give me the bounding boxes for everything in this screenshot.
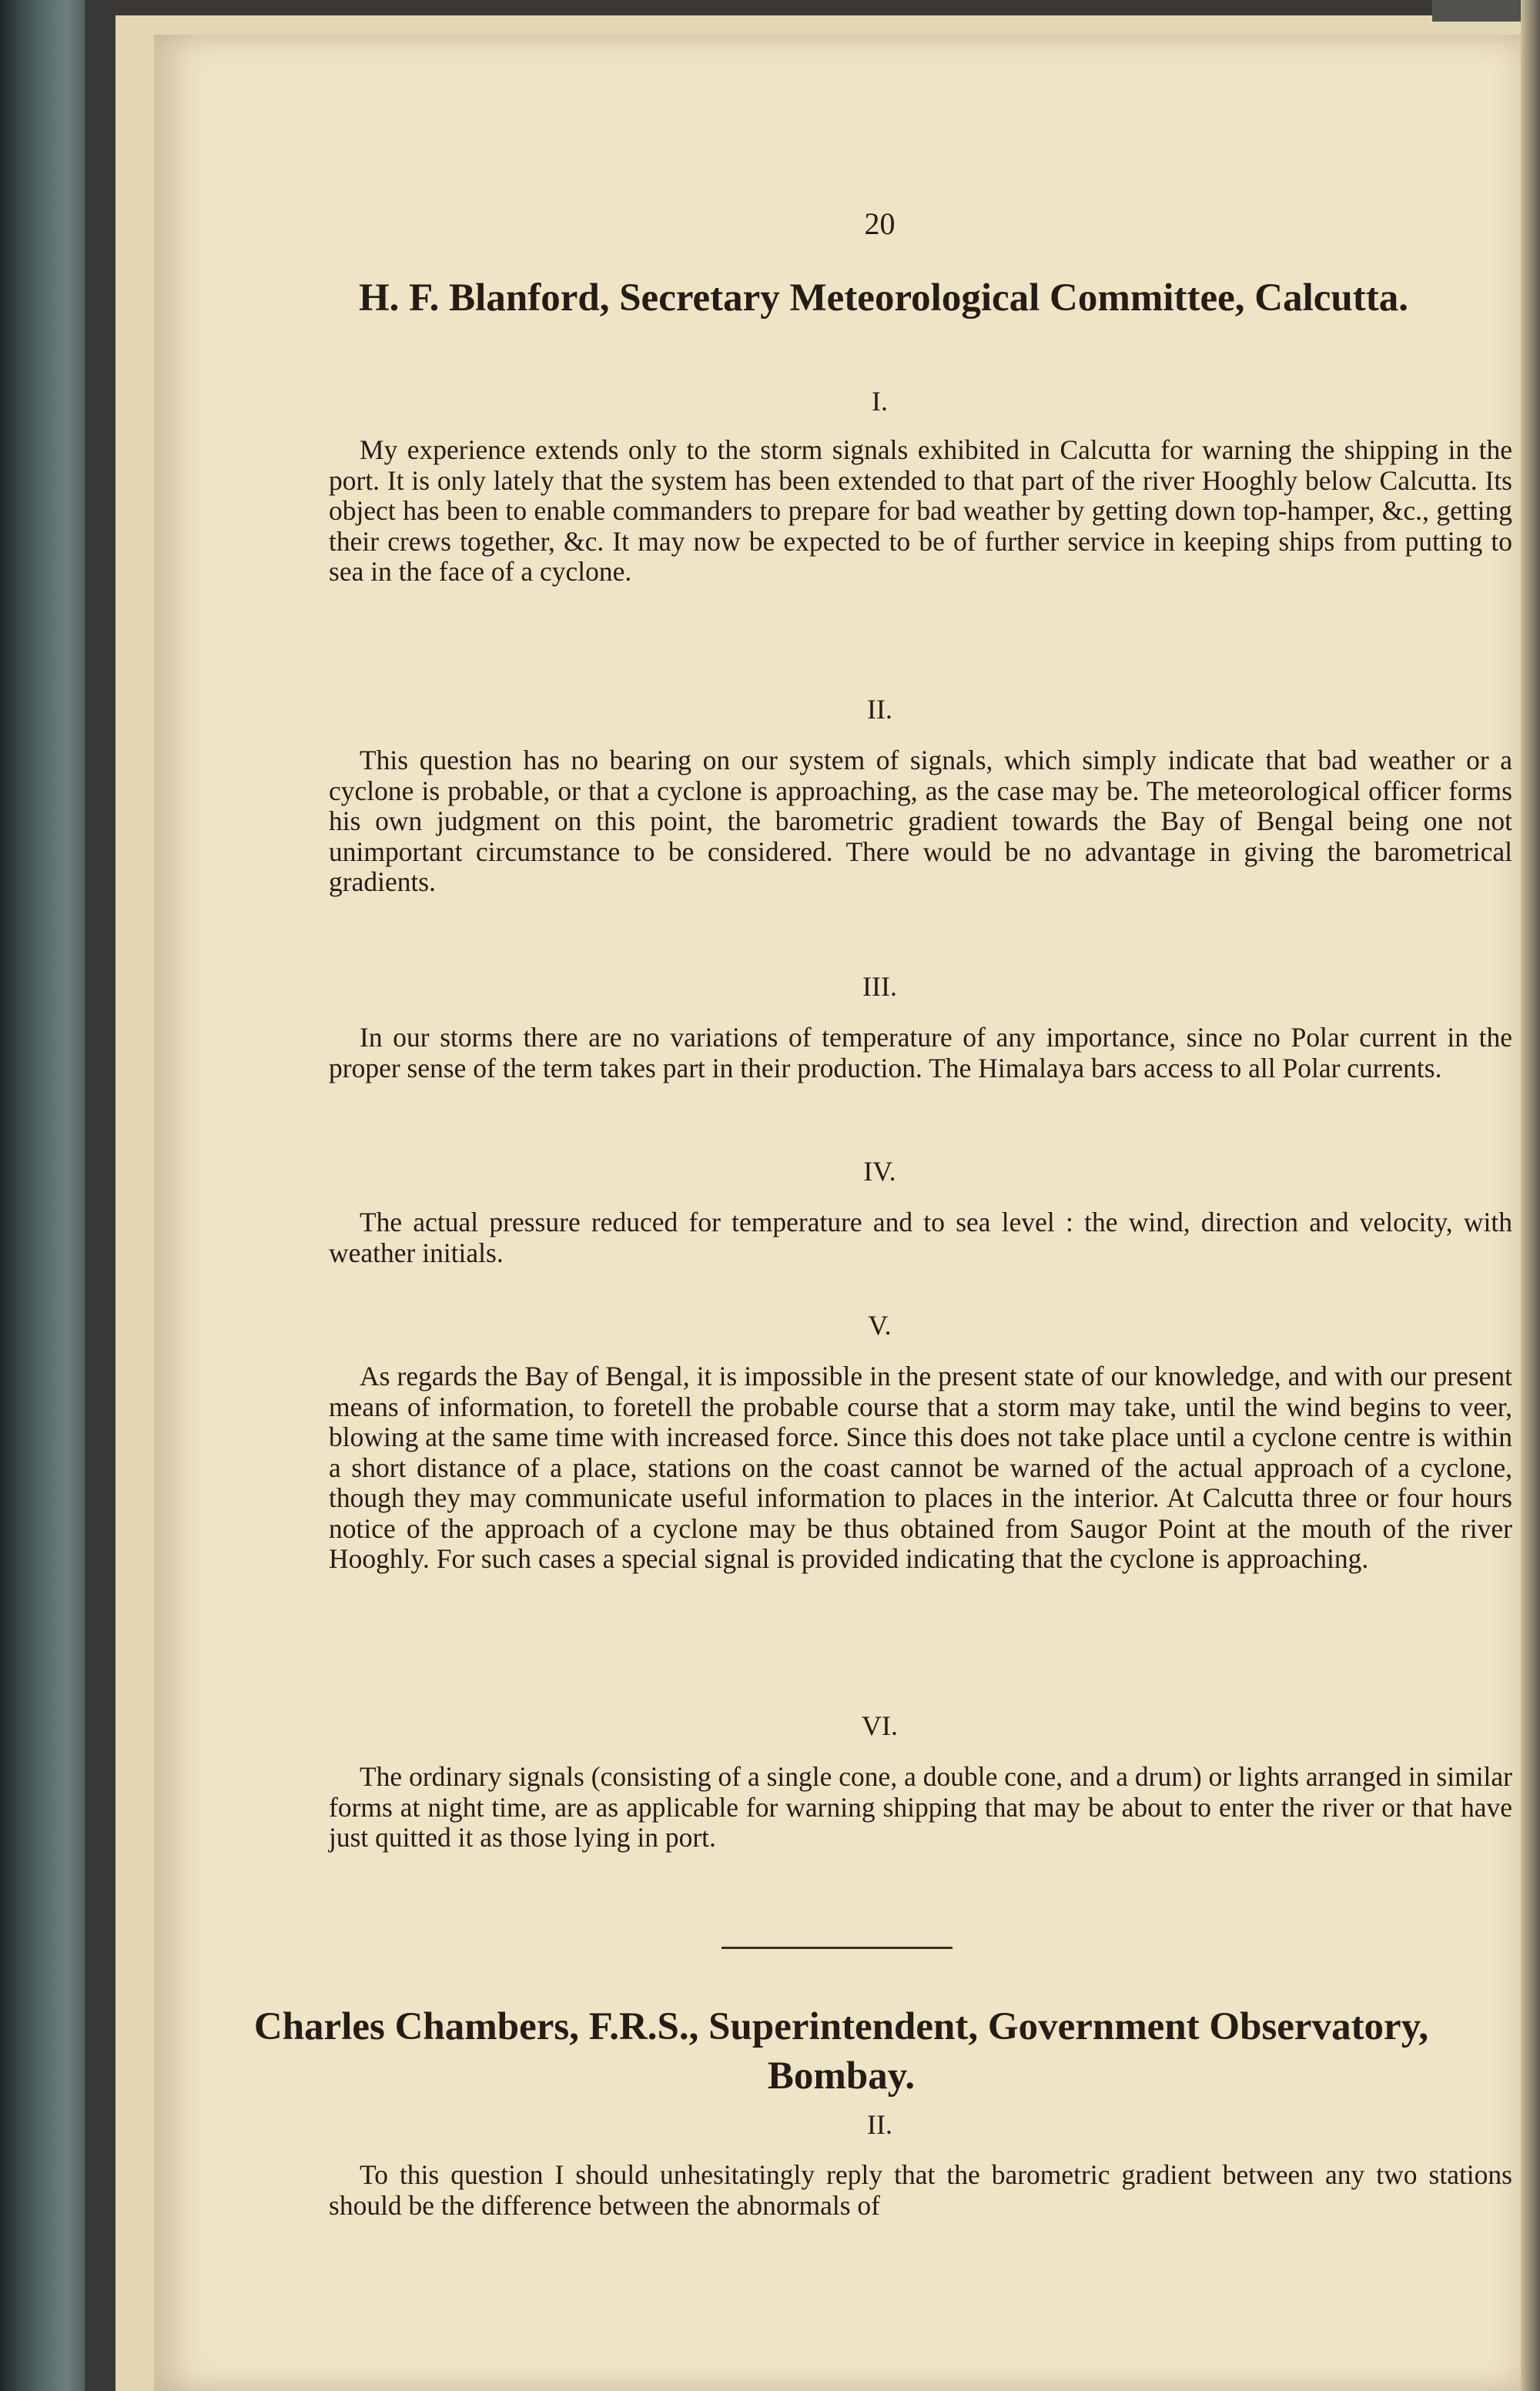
section-divider — [721, 1947, 952, 1949]
answer-number: II. — [867, 694, 892, 725]
document-page — [154, 35, 1528, 2391]
book-binding — [0, 0, 85, 2391]
answer-number: IV. — [863, 1156, 896, 1187]
page-number: 20 — [864, 206, 896, 241]
answer-paragraph: The ordinary signals (consisting of a single cone, a double cone, and a drum) or lights arranged in similar forms at night time, are as applicable for warning shipping that may be about to enter the river or that have just quitted it as those lying in port. — [329, 1761, 1512, 1853]
answer-number: II. — [867, 2109, 892, 2140]
page-edge — [1521, 0, 1540, 2391]
answer-paragraph: To this question I should unhesitatingly reply that the barometric gradient between any two stations should be the difference between the abnormals of — [329, 2159, 1512, 2221]
answer-paragraph: This question has no bearing on our system of signals, which simply indicate that bad weather or a cyclone is probable, or that a cyclone is approaching, as the case may be. The meteorological officer forms his own judgment on this point, the barometric gradient towards the Bay of Bengal being one not unimportant circumstance to be considered. There would be no advantage in giving the barometrical gradients. — [329, 745, 1512, 897]
answer-number: I. — [872, 386, 888, 417]
answer-number: III. — [862, 971, 897, 1002]
section-heading-blanford: H. F. Blanford, Secretary Meteorological Committee, Calcutta. — [359, 276, 1408, 320]
answer-paragraph: In our storms there are no variations of temperature of any importance, since no Polar current in the proper sense of the term takes part in their production. The Himalaya bars access to all Polar currents. — [329, 1022, 1512, 1083]
answer-paragraph: My experience extends only to the storm signals exhibited in Calcutta for warning the shipping in the port. It is only lately that the system has been extended to that part of the river Hooghly below Calcutta. Its object has been to enable commanders to prepare for bad weather by getting down top-hamper, &c., getting their crews together, &c. It may now be expected to be of further service in keeping ships from putting to sea in the face of a cyclone. — [329, 434, 1512, 587]
section-heading-chambers: Charles Chambers, F.R.S., Superintendent, Government Observatory, Bombay. — [253, 2005, 1429, 2098]
answer-paragraph: As regards the Bay of Bengal, it is impossible in the present state of our knowledge, and with our present means of information, to foretell the probable course that a storm may take, until the wind begins to veer, blowing at the same time with increased force. Since this does not take place until a cyclone centre is within a short distance of a place, stations on the coast cannot be warned of the actual approach of a cyclone, though they may communicate useful information to places in the interior. At Calcutta three or four hours notice of the approach of a cyclone may be thus obtained from Saugor Point at the mouth of the river Hooghly. For such cases a special signal is provided indicating that the cyclone is approaching. — [329, 1361, 1512, 1574]
answer-paragraph: The actual pressure reduced for temperature and to sea level : the wind, direction and velocity, with weather initials. — [329, 1207, 1512, 1268]
answer-number: V. — [868, 1310, 892, 1341]
answer-number: VI. — [862, 1710, 898, 1741]
